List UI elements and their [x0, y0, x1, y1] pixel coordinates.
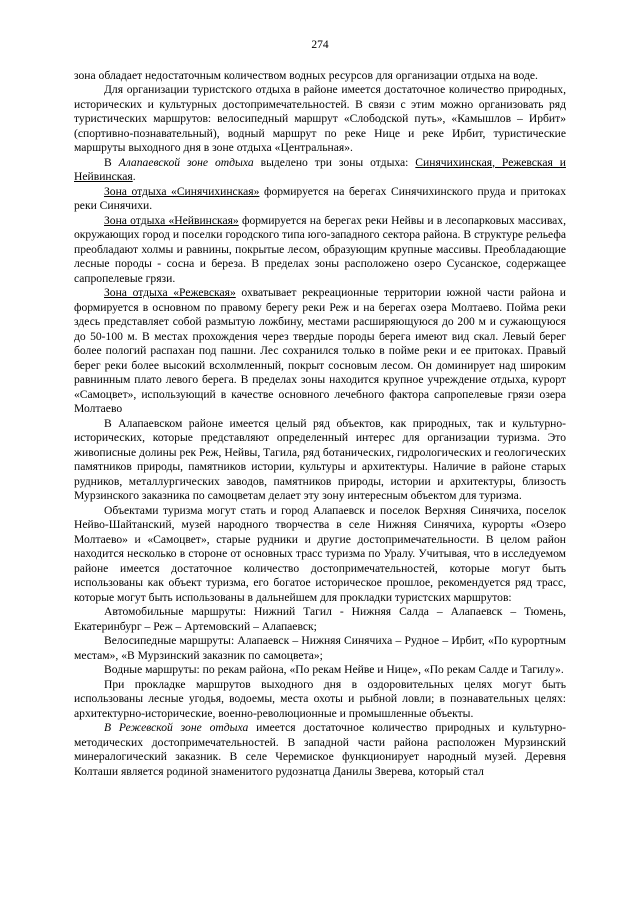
paragraph: [74, 83, 566, 156]
paragraph: [74, 605, 566, 634]
text-run: .: [132, 170, 136, 183]
underlined-text: Синячихинская, Режевская и Нейвинская: [74, 155, 566, 183]
text-run: формируется на берегах реки Нейвы и в лесопарковых массивах, окружающих город и поселки городского типа юго-западного сектора района. В структуре рельефа преобладают холмы и равнины, покрытые лесом, образующим крупные массивы. Преобладающие лесные породы - сосна и береза. В пределах зоны расположено озеро Сусанское, содержащее сапропелевые грязи.: [74, 213, 566, 285]
underlined-text: Зона отдыха «Нейвинская»: [104, 213, 239, 227]
page-number: 274: [311, 39, 329, 51]
paragraph: [74, 504, 566, 606]
body-text: [74, 69, 566, 780]
paragraph: [74, 214, 566, 287]
paragraph: [74, 417, 566, 504]
paragraph: [74, 721, 566, 779]
text-run: При прокладке маршрутов выходного дня в оздоровительных целях могут быть использованы лесные угодья, водоемы, места охоты и рыбной ловли; в познавательных целях: архитектурно-исторические, военно-революционные и промышленные объекты.: [74, 677, 566, 720]
text-run: имеется достаточное количество природных и культурно-методических достопримечательностей. В западной части района расположен Мурзинский минералогический заказник. В селе Черемиское функционирует народный музей. Деревня Колташи является родиной знаменитого рудознатца Данилы Зверева, который стал: [74, 721, 566, 778]
text-run: Автомобильные маршруты: Нижний Тагил - Нижняя Салда – Алапаевск – Тюмень, Екатеринбург – Реж – Артемовский – Алапаевск;: [74, 605, 566, 633]
text-run: В: [104, 155, 119, 169]
paragraph: [74, 634, 566, 663]
paragraph: [74, 185, 566, 214]
underlined-text: Зона отдыха «Режевская»: [104, 286, 236, 299]
paragraph: [74, 678, 566, 722]
text-run: Водные маршруты: по рекам района, «По рекам Нейве и Нице», «По рекам Салде и Тагилу».: [104, 663, 564, 676]
text-run: охватывает рекреационные территории южной части района и формируется в основном по правому берегу реки Реж и на берегах озера Молтаево. Пойма реки здесь представляет собой размытую ложбину, местами расширяющуюся до 200 м и сужающуюся до 50-100 м. В местах прохождения через твердые породы берега имеют вид скал. Левый берег более пологий распахан под пашни. Лес сохранился только в пойме реки и ее притоках. Правый берег реки более высокий всхолмленный, покрыт сосновым лесом. Он доминирует над широким равнинным плато левого берега. В пределах зоны находится крупное учреждение отдыха, курорт «Самоцвет», использующий в качестве основного лечебного фактора сапропелевые грязи озера Молтаево: [74, 286, 566, 415]
italic-text: В Режевской зоне отдыха: [104, 721, 249, 734]
text-run: зона обладает недостаточным количеством водных ресурсов для организации отдыха на воде.: [74, 68, 538, 82]
paragraph: [74, 69, 566, 84]
text-run: Для организации туристского отдыха в районе имеется достаточное количество природных, исторических и культурных достопримечательностей. В связи с этим можно организовать ряд туристических маршрутов: велосипедный маршрут «Слободской путь», «Камышлов – Ирбит» (спортивно-познавательный), водный маршрут по реке Нице и реке Ирбит, туристические маршруты выходного дня в зоне отдыха «Центральная».: [74, 83, 566, 154]
text-run: Объектами туризма могут стать и город Алапаевск и поселок Верхняя Синячиха, поселок Нейво-Шайтанский, музей народного творчества в селе Нижняя Синячиха, курорты «Озеро Молтаево» и «Самоцвет», старые рудники и другие достопримечательности. В целом район находится несколько в стороне от основных трасс туризма по Уралу. Учитывая, что в исследуемом районе имеется достаточное количество достопримечательностей, которые могут быть использованы как объект туризма, его богатое историческое прошлое, рекомендуется ряд трасс, которые могут быть использованы в дальнейшем для прокладки туристских маршрутов:: [74, 503, 566, 604]
text-run: Велосипедные маршруты: Алапаевск – Нижняя Синячиха – Рудное – Ирбит, «По курортным местам», «В Мурзинский заказник по самоцвета»;: [74, 634, 566, 662]
text-run: формируется на берегах Синячихинского пруда и притоках реки Синячихи.: [74, 184, 566, 212]
italic-text: Алапаевской зоне отдыха: [118, 155, 254, 169]
paragraph: [74, 286, 566, 417]
text-run: выделено три зоны отдыха:: [253, 155, 416, 169]
text-run: В Алапаевском районе имеется целый ряд объектов, как природных, так и культурно-исторических, которые представляют определенный интерес для организации туризма. Это живописные долины рек Реж, Нейвы, Тагила, ряд ботанических, гидрологических и геологических памятников природы, памятников истории, культуры и архитектуры. Наличие в районе старых рудников, металлургических заводов, памятников природы, истории и архитектуры, близость Мурзинского заказника по самоцветам делает эту зону интересным объектом для туризма.: [74, 416, 566, 502]
paragraph: [74, 663, 566, 678]
paragraph: [74, 156, 566, 185]
underlined-text: Зона отдыха «Синячихинская»: [104, 184, 260, 198]
